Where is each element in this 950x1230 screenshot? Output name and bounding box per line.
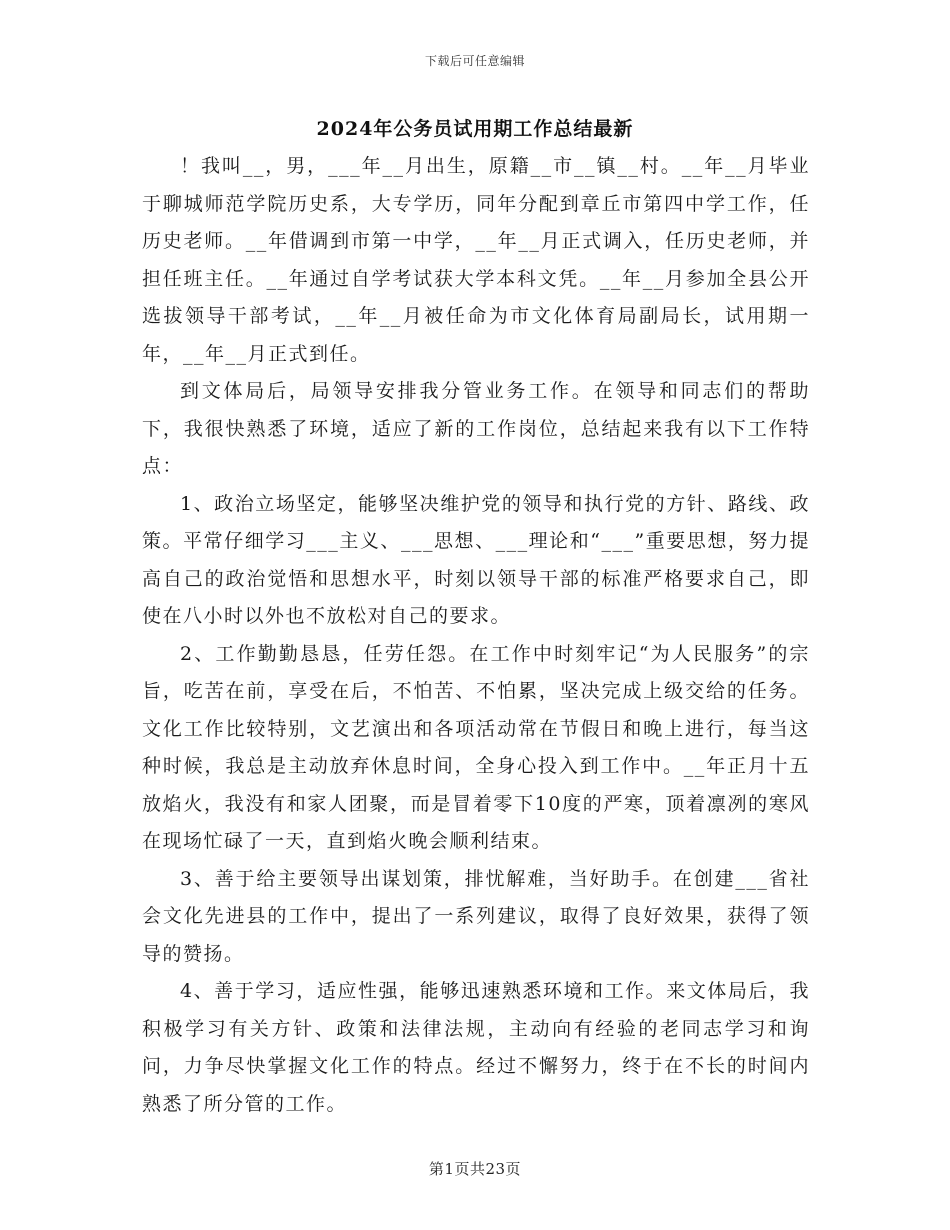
paragraph-point-4: 4、善于学习，适应性强，能够迅速熟悉环境和工作。来文体局后，我积极学习有关方针、政策和法律法规，主动向有经验的老同志学习和询问，力争尽快掌握文化工作的特点。经过不懈努力，终于在不长的时间内熟悉了所分管的工作。 [142, 980, 810, 1115]
paragraph-point-1: 1、政治立场坚定，能够坚决维护党的领导和执行党的方针、路线、政策。平常仔细学习___主义、___思想、___理论和“___”重要思想，努力提高自己的政治觉悟和思想水平，时刻以领导干部的标准严格要求自己，即使在八小时以外也不放松对自己的要求。 [142, 492, 810, 627]
document-title: 2024年公务员试用期工作总结最新 [316, 118, 634, 140]
paragraph-intro: ！我叫__，男，___年__月出生，原籍__市__镇__村。__年__月毕业于聊城师范学院历史系，大专学历，同年分配到章丘市第四中学工作，任历史老师。__年借调到市第一中学，__年__月正式调入，任历史老师，并担任班主任。__年通过自学考试获大学本科文凭。__年__月参加全县公开选拔领导干部考试，__年__月被任命为市文化体育局副局长，试用期一年，__年__月正式到任。 [142, 155, 810, 365]
page-number: 第1页共23页 [428, 1160, 522, 1178]
paragraph-point-3: 3、善于给主要领导出谋划策，排忧解难，当好助手。在创建___省社会文化先进县的工作中，提出了一系列建议，取得了良好效果，获得了领导的赞扬。 [142, 867, 810, 965]
page-header-note: 下载后可任意编辑 [424, 54, 525, 68]
paragraph-arrival: 到文体局后，局领导安排我分管业务工作。在领导和同志们的帮助下，我很快熟悉了环境，适应了新的工作岗位，总结起来我有以下工作特点： [142, 380, 810, 477]
paragraph-point-2: 2、工作勤勤恳恳，任劳任怨。在工作中时刻牢记“为人民服务”的宗旨，吃苦在前，享受在后，不怕苦、不怕累，坚决完成上级交给的任务。文化工作比较特别，文艺演出和各项活动常在节假日和晚上进行，每当这种时候，我总是主动放弃休息时间，全身心投入到工作中。__年正月十五放焰火，我没有和家人团聚，而是冒着零下10度的严寒，顶着凛冽的寒风在现场忙碌了一天，直到焰火晚会顺利结束。 [142, 642, 810, 852]
document-body [142, 148, 810, 1123]
